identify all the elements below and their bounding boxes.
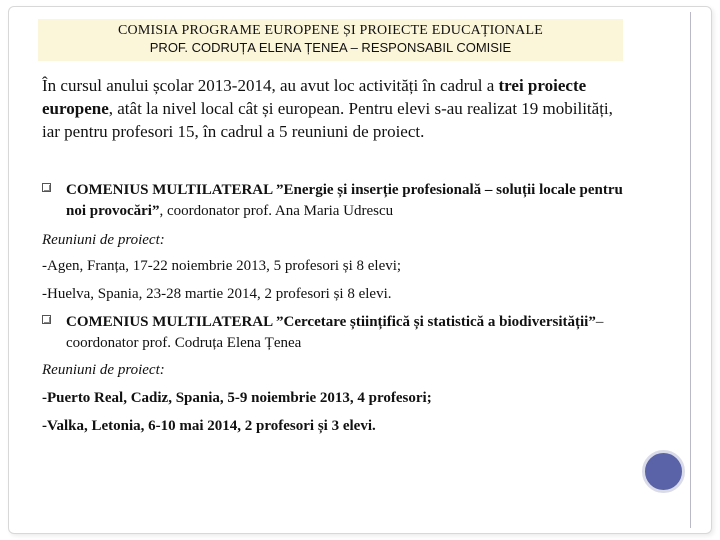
project1-meeting-1: -Agen, Franța, 17-22 noiembrie 2013, 5 profesori și 8 elevi; xyxy=(42,258,402,274)
checkbox-bullet-icon xyxy=(42,183,51,192)
decorative-circle xyxy=(642,450,685,493)
project1-bullet xyxy=(42,180,642,222)
intro-paragraph xyxy=(42,74,632,143)
project2-coordinator: – coordonator prof. Codruța Elena Țenea xyxy=(66,314,604,351)
intro-text-2: , atât la nivel local cât și european. Pentru elevi s-au realizat 19 mobilități, iar pentru profesori 15, în cadrul a 5 reuniuni de proiect. xyxy=(42,99,613,141)
header-subtitle: PROF. CODRUȚA ELENA ȚENEA – RESPONSABIL COMISIE xyxy=(149,40,512,55)
project1-text xyxy=(66,180,642,222)
checkbox-bullet-icon xyxy=(42,315,51,324)
project2-bullet xyxy=(42,312,642,354)
project2-title: COMENIUS MULTILATERAL ”Cercetare științifică și statistică a biodiversității” xyxy=(66,314,596,330)
header-title: COMISIA PROGRAME EUROPENE ȘI PROIECTE EDUCAȚIONALE xyxy=(118,23,543,38)
project1-title: COMENIUS MULTILATERAL ”Energie și inserție profesională – soluții locale pentru noi provocări” xyxy=(66,182,623,219)
project2-meeting-1: -Puerto Real, Cadiz, Spania, 5-9 noiembrie 2013, 4 profesori; xyxy=(42,390,432,406)
intro-text-1: În cursul anului școlar 2013-2014, au avut loc activități în cadrul a xyxy=(42,76,499,95)
project1-meeting-2: -Huelva, Spania, 23-28 martie 2014, 2 profesori și 8 elevi. xyxy=(42,286,392,302)
slide-right-rule xyxy=(690,12,691,528)
slide-header xyxy=(38,19,623,61)
project2-meetings-label: Reuniuni de proiect: xyxy=(42,362,165,378)
project2-meeting-2: -Valka, Letonia, 6-10 mai 2014, 2 profesori și 3 elevi. xyxy=(42,418,376,434)
project2-text xyxy=(66,312,642,354)
intro-text-bold: trei proiecte europene xyxy=(42,76,587,118)
project1-meetings-label: Reuniuni de proiect: xyxy=(42,232,165,248)
project1-coordinator: , coordonator prof. Ana Maria Udrescu xyxy=(159,203,394,219)
